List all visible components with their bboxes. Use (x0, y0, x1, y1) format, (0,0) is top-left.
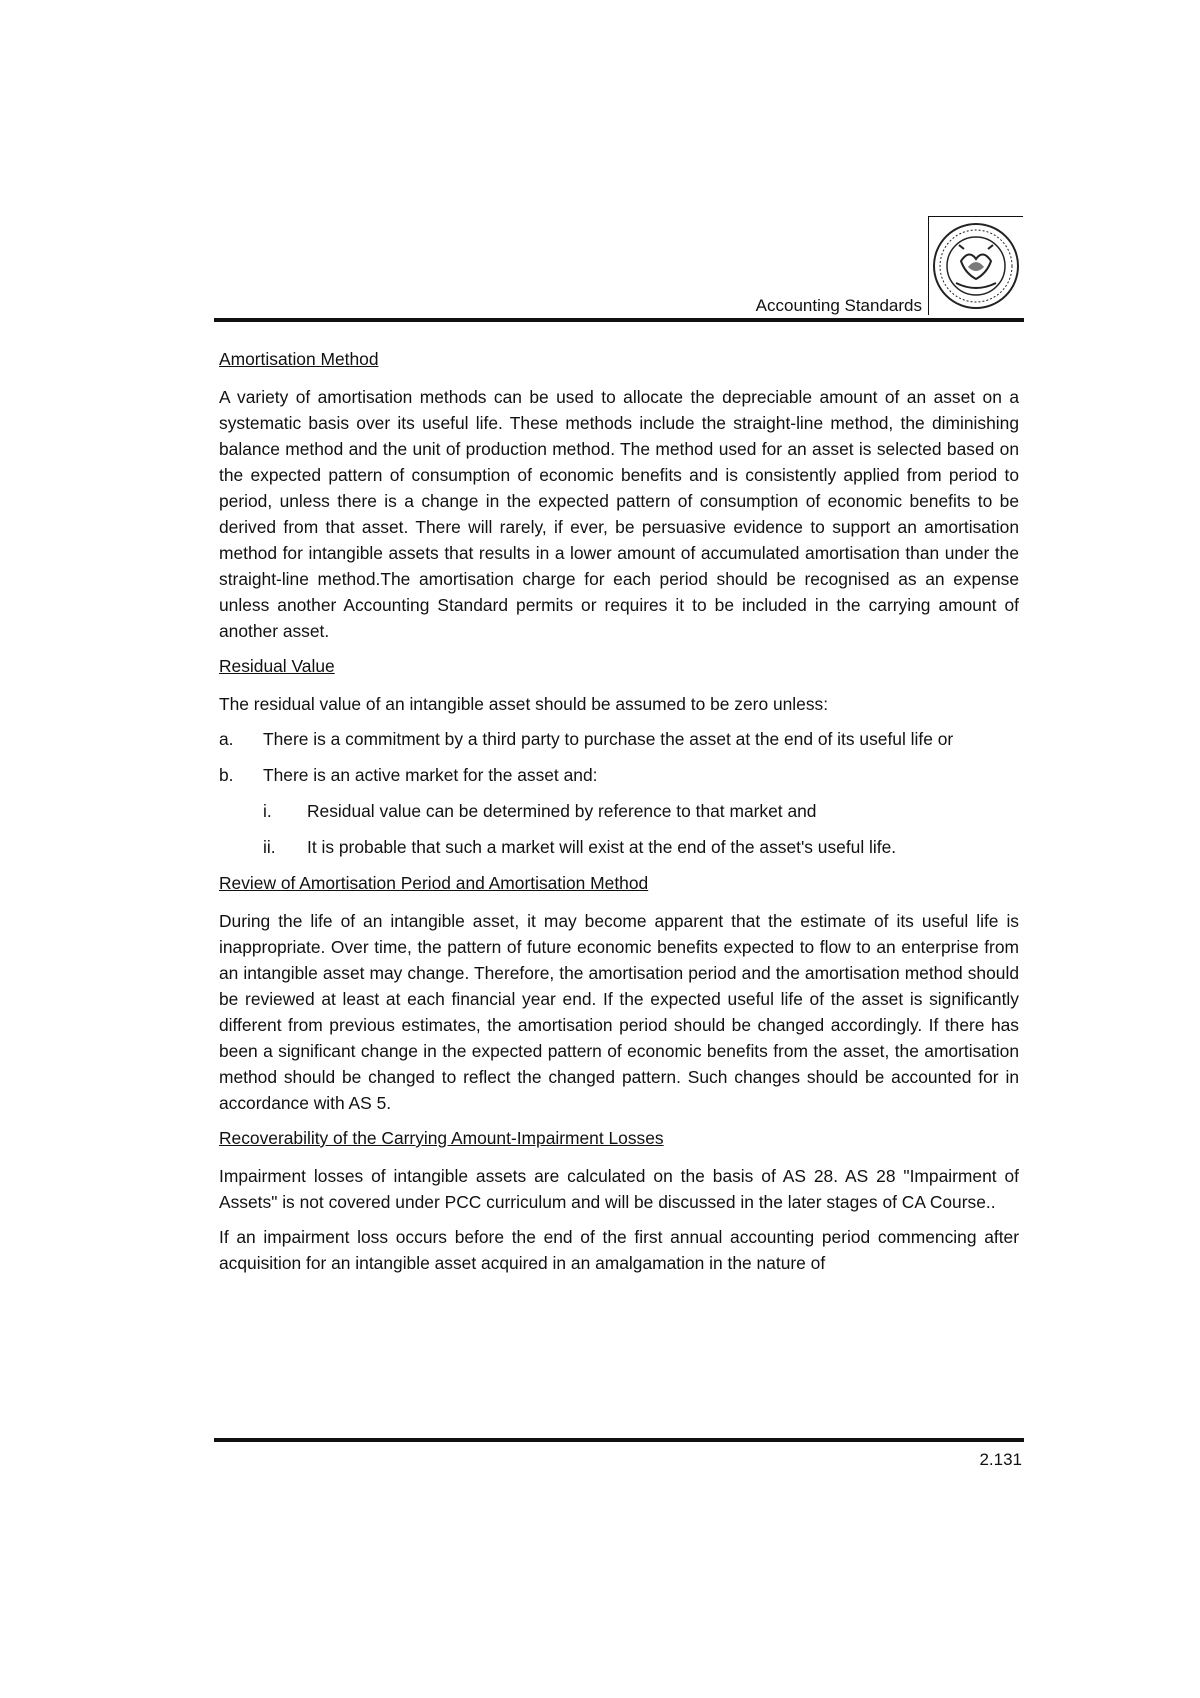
list-item-text: There is a commitment by a third party to purchase the asset at the end of its useful life or (263, 729, 954, 749)
sub-list-item (263, 834, 1019, 860)
paragraph-residual-intro: The residual value of an intangible asset should be assumed to be zero unless: (219, 694, 829, 714)
heading-amortisation-method: Amortisation Method (219, 349, 379, 369)
page-body (219, 346, 1019, 1285)
page-number: 2.131 (979, 1450, 1022, 1469)
heading-residual-value: Residual Value (219, 656, 335, 676)
list-item-text: There is an active market for the asset and: (263, 765, 598, 785)
institute-logo (928, 216, 1023, 315)
paragraph-recoverability-2: If an impairment loss occurs before the end of the first annual accounting period commencing after acquisition for an intangible asset acquired in an amalgamation in the nature of (219, 1227, 1019, 1273)
list-item-text: Residual value can be determined by reference to that market and (307, 801, 817, 821)
list-marker: a. (219, 729, 234, 749)
institute-seal-icon (931, 221, 1021, 311)
paragraph-review: During the life of an intangible asset, it may become apparent that the estimate of its useful life is inappropriate. Over time, the pattern of future economic benefits expected to flow to an enterprise from an intangible asset may change. Therefore, the amortisation period and the amortisation method should be reviewed at least at each financial year end. If the expected useful life of the asset is significantly different from previous estimates, the amortisation period should be changed accordingly. If there has been a significant change in the expected pattern of economic benefits from the asset, the amortisation method should be changed to reflect the changed pattern. Such changes should be accounted for in accordance with AS 5. (219, 911, 1019, 1113)
list-item (219, 762, 1019, 788)
list-item (219, 726, 1019, 752)
list-marker: i. (263, 801, 272, 821)
list-marker: ii. (263, 837, 276, 857)
header-rule (214, 318, 1024, 322)
running-header-title: Accounting Standards (755, 296, 922, 315)
list-marker: b. (219, 765, 234, 785)
paragraph-recoverability-1: Impairment losses of intangible assets are calculated on the basis of AS 28. AS 28 "Impairment of Assets" is not covered under PCC curriculum and will be discussed in the later stages of CA Course.. (219, 1166, 1019, 1212)
sub-list-item (263, 798, 1019, 824)
footer-rule (214, 1438, 1024, 1442)
heading-recoverability: Recoverability of the Carrying Amount-Impairment Losses (219, 1128, 664, 1148)
heading-review: Review of Amortisation Period and Amortisation Method (219, 873, 649, 893)
list-item-text: It is probable that such a market will exist at the end of the asset's useful life. (307, 837, 897, 857)
paragraph-amortisation-method: A variety of amortisation methods can be used to allocate the depreciable amount of an asset on a systematic basis over its useful life. These methods include the straight-line method, the diminishing balance method and the unit of production method. The method used for an asset is selected based on the expected pattern of consumption of economic benefits and is consistently applied from period to period, unless there is a change in the expected pattern of consumption of economic benefits to be derived from that asset. There will rarely, if ever, be persuasive evidence to support an amortisation method for intangible assets that results in a lower amount of accumulated amortisation than under the straight-line method.The amortisation charge for each period should be recognised as an expense unless another Accounting Standard permits or requires it to be included in the carrying amount of another asset. (219, 387, 1019, 641)
